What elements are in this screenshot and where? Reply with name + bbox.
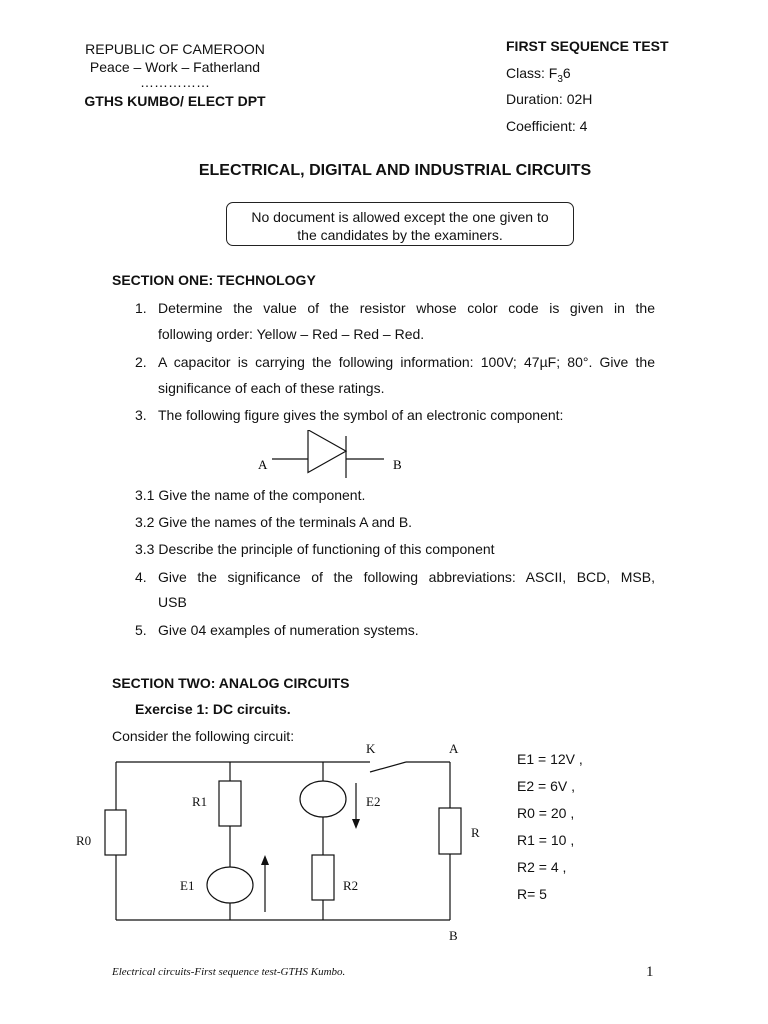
motto-dots: …………… xyxy=(140,74,210,90)
r1-label: R1 xyxy=(192,794,208,809)
r-label: R xyxy=(471,825,480,840)
node-b-label: B xyxy=(449,928,458,943)
page-title: ELECTRICAL, DIGITAL AND INDUSTRIAL CIRCUITS xyxy=(198,162,592,179)
question-1-line-1: Determine the value of the resistor whose color code is given in the xyxy=(158,300,655,316)
question-5-number: 5. xyxy=(135,622,147,638)
class-info: Class: $F_36$ xyxy=(506,64,571,85)
question-3-line-1: The following figure gives the symbol of an electronic component: xyxy=(158,407,564,423)
page-footer: Electrical circuits-First sequence test-GTHS Kumbo. xyxy=(112,966,346,978)
notice-line-1: No document is allowed except the one given to xyxy=(251,209,549,225)
question-2-line-2: significance of each of these ratings. xyxy=(158,380,385,396)
value-r0: R0 = 20 , xyxy=(517,805,575,821)
dc-circuit-diagram xyxy=(60,735,500,950)
notice-line-2: the candidates by the examiners. xyxy=(297,227,503,243)
diode-label-b: B xyxy=(393,457,402,472)
diode-symbol xyxy=(250,430,420,480)
diode-label-a: A xyxy=(258,457,268,472)
question-2-line-1: A capacitor is carrying the following information: 100V; 47µF; 80°. Give the xyxy=(158,354,655,370)
header-right-block xyxy=(506,38,669,144)
duration-info: Duration: 02H xyxy=(506,91,593,107)
national-motto: Peace – Work – Fatherland xyxy=(89,59,261,75)
coefficient-info: Coefficient: 4 xyxy=(506,117,588,134)
question-5-line-1: Give 04 examples of numeration systems. xyxy=(158,622,419,638)
question-1-number: 1. xyxy=(135,300,147,316)
header-left-block xyxy=(40,40,310,110)
question-3-number: 3. xyxy=(135,407,147,423)
exercise-1-heading: Exercise 1: DC circuits. xyxy=(135,701,291,717)
e2-label: E2 xyxy=(366,794,381,809)
question-3-3: 3.3 Describe the principle of functioning of this component xyxy=(135,541,495,557)
value-r: R= 5 xyxy=(517,886,547,902)
test-name: FIRST SEQUENCE TEST xyxy=(506,38,669,54)
value-e1: E1 = 12V , xyxy=(517,751,583,767)
section-two-heading: SECTION TWO: ANALOG CIRCUITS xyxy=(112,675,350,691)
page-number: 1 xyxy=(646,964,654,980)
section-one-heading: SECTION ONE: TECHNOLOGY xyxy=(112,272,316,288)
country-name: REPUBLIC OF CAMEROON xyxy=(85,41,265,57)
switch-k-label: K xyxy=(366,741,376,756)
question-4-number: 4. xyxy=(135,569,147,585)
question-1-line-2: following order: Yellow – Red – Red – Red. xyxy=(158,326,425,342)
question-3-2: 3.2 Give the names of the terminals A and B. xyxy=(135,514,413,530)
circuit-intro: Consider the following circuit: xyxy=(112,728,295,744)
r0-label: R0 xyxy=(76,833,92,848)
question-2-number: 2. xyxy=(135,354,147,370)
r2-label: R2 xyxy=(343,878,359,893)
question-4-line-1: Give the significance of the following abbreviations: ASCII, BCD, MSB, xyxy=(158,569,655,585)
value-e2: E2 = 6V , xyxy=(517,778,575,794)
e1-label: E1 xyxy=(180,878,195,893)
value-r1: R1 = 10 , xyxy=(517,832,575,848)
node-a-label: A xyxy=(449,741,459,756)
notice-box xyxy=(226,202,574,246)
school-name: GTHS KUMBO/ ELECT DPT xyxy=(84,93,266,109)
question-3-1: 3.1 Give the name of the component. xyxy=(135,487,366,503)
question-4-line-2: USB xyxy=(158,594,187,610)
value-r2: R2 = 4 , xyxy=(517,859,567,875)
